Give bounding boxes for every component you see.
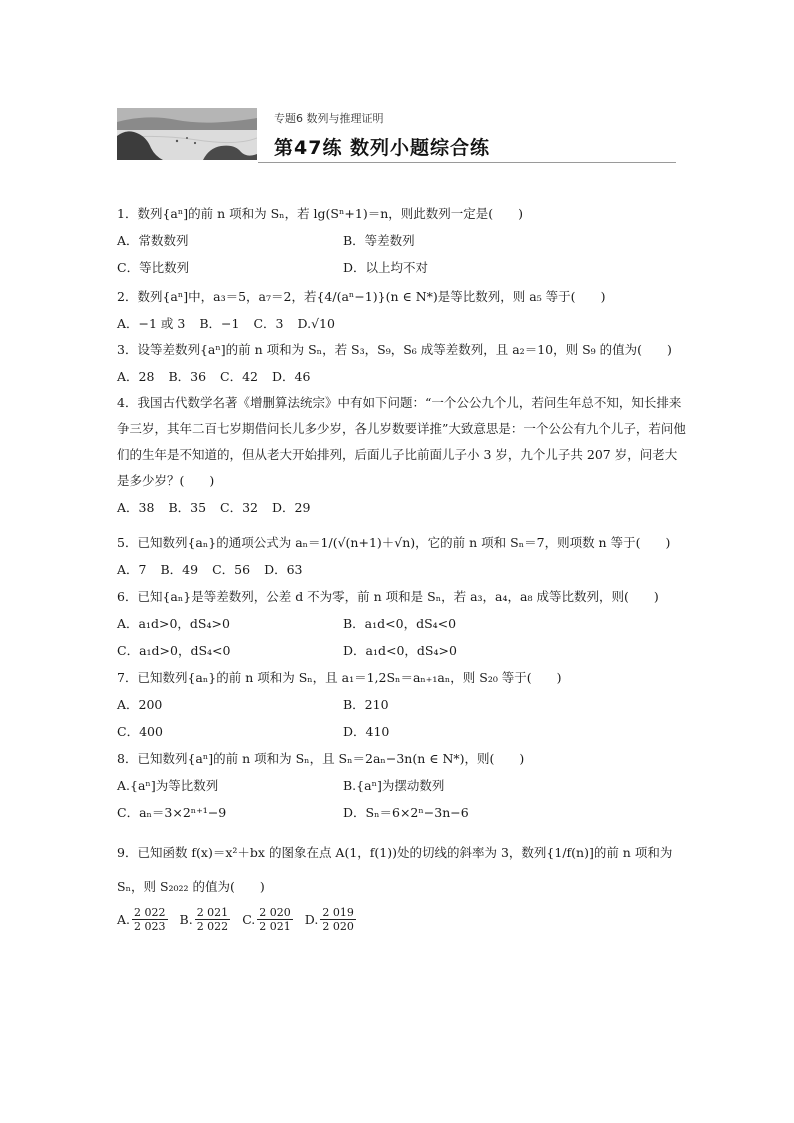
option-9b-fraction — [195, 906, 231, 933]
option-2c: C．3 — [253, 316, 284, 331]
option-8a: A.{aⁿ]为等比数列 — [117, 778, 219, 793]
options-5 — [117, 556, 687, 583]
options-2 — [117, 310, 687, 337]
option-5d: D．63 — [264, 562, 303, 577]
option-3b: B．36 — [168, 369, 207, 384]
question-3: 3．设等差数列{aⁿ]的前 n 项和为 Sₙ，若 S₃，S₉，S₆ 成等差数列，且 a₂＝10，则 S₉ 的值为( ) — [117, 342, 672, 357]
option-3c: C．42 — [220, 369, 259, 384]
option-7b: B．210 — [343, 697, 389, 712]
option-9b-letter: B. — [179, 912, 193, 927]
options-8 — [117, 772, 687, 826]
option-9a-letter: A. — [117, 912, 131, 927]
option-9d-fraction — [320, 906, 356, 933]
option-9b-denominator: 2 022 — [196, 920, 229, 933]
option-9c-letter: C. — [242, 912, 256, 927]
option-9c-fraction — [257, 906, 293, 933]
option-6c: C．a₁d>0，dS₄<0 — [117, 643, 231, 658]
question-5: 5．已知数列{aₙ}的通项公式为 aₙ＝1/(√(n+1)＋√n)，它的前 n 项和 Sₙ＝7，则项数 n 等于( ) — [117, 535, 671, 550]
option-9d-letter: D. — [304, 912, 319, 927]
option-3d: D．46 — [272, 369, 311, 384]
option-7a: A．200 — [117, 697, 163, 712]
question-1: 1．数列{aⁿ]的前 n 项和为 Sₙ，若 lg(Sⁿ+1)＝n，则此数列一定是( ) — [117, 206, 524, 221]
option-9a — [117, 906, 170, 933]
page-title: 第47练 数列小题综合练 — [274, 137, 491, 159]
option-2d: D.√10 — [297, 316, 335, 331]
header-landscape-image — [117, 108, 257, 160]
options-6 — [117, 610, 687, 664]
option-2b: B．−1 — [199, 316, 240, 331]
option-9c-denominator: 2 021 — [259, 920, 291, 933]
option-9d-numerator: 2 019 — [322, 906, 354, 919]
option-3a: A．28 — [117, 369, 155, 384]
question-6: 6．已知{aₙ}是等差数列，公差 d 不为零，前 n 项和是 Sₙ，若 a₃，a₄，a₈ 成等比数列，则( ) — [117, 589, 659, 604]
option-7d: D．410 — [343, 724, 390, 739]
question-list — [117, 200, 687, 933]
option-5a: A．7 — [117, 562, 147, 577]
options-9 — [117, 906, 687, 933]
option-9a-denominator: 2 023 — [134, 920, 166, 933]
options-3 — [117, 363, 687, 390]
option-7c: C．400 — [117, 724, 163, 739]
option-4a: A．38 — [117, 500, 155, 515]
question-7: 7．已知数列{aₙ}的前 n 项和为 Sₙ，且 a₁＝1,2Sₙ＝aₙ₊₁aₙ，则 S₂₀ 等于( ) — [117, 670, 562, 685]
option-4c: C．32 — [220, 500, 259, 515]
options-1 — [117, 227, 687, 281]
option-5c: C．56 — [212, 562, 251, 577]
option-6d: D．a₁d<0，dS₄>0 — [343, 643, 457, 658]
option-9c-numerator: 2 020 — [259, 906, 291, 919]
option-9b — [180, 906, 233, 933]
question-8: 8．已知数列{aⁿ]的前 n 项和为 Sₙ，且 Sₙ＝2aₙ−3n(n ∈ N*)，则( ) — [117, 751, 525, 766]
option-1a: A．常数数列 — [117, 233, 189, 248]
option-1d: D．以上均不对 — [343, 260, 429, 275]
option-9a-numerator: 2 022 — [134, 906, 166, 919]
option-1b: B．等差数列 — [343, 233, 415, 248]
option-6b: B．a₁d<0，dS₄<0 — [343, 616, 457, 631]
option-8b: B.{aⁿ]为摆动数列 — [343, 778, 445, 793]
option-9c — [242, 906, 295, 933]
option-8c: C．aₙ＝3×2ⁿ⁺¹−9 — [117, 805, 227, 820]
option-9d-denominator: 2 020 — [322, 920, 354, 933]
question-2: 2．数列{aⁿ]中，a₃＝5，a₇＝2，若{4/(aⁿ−1)}(n ∈ N*)是等比数列，则 a₅ 等于( ) — [117, 289, 606, 304]
options-7 — [117, 691, 687, 745]
option-4b: B．35 — [168, 500, 207, 515]
option-9a-fraction — [132, 906, 168, 933]
header-text-block — [274, 112, 490, 160]
question-9: 9．已知函数 f(x)＝x²＋bx 的图象在点 A(1，f(1))处的切线的斜率为 3，数列{1/f(n)]的前 n 项和为 Sₙ，则 S₂₀₂₂ 的值为( ) — [117, 845, 673, 894]
option-8d: D．Sₙ＝6×2ⁿ−3n−6 — [343, 805, 469, 820]
option-9d — [305, 906, 358, 933]
question-4: 4．我国古代数学名著《增删算法统宗》中有如下问题：“一个公公九个儿，若问生年总不知，知长排来争三岁，其年二百七岁期借问长儿多少岁，各儿岁数要详推”大致意思是：一个公公有九个儿子，若问他们的生年是不知道的，但从老大开始排列，后面儿子比前面儿子小 3 岁，九个儿子共 207 岁，问老大是多少岁？( ) — [117, 395, 686, 488]
header-divider — [258, 162, 676, 163]
option-9b-numerator: 2 021 — [196, 906, 229, 919]
option-5b: B．49 — [160, 562, 199, 577]
options-4 — [117, 494, 687, 521]
option-4d: D．29 — [272, 500, 311, 515]
option-2a: A．−1 或 3 — [117, 316, 186, 331]
option-1c: C．等比数列 — [117, 260, 190, 275]
series-label: 专题6 数列与推理证明 — [274, 112, 384, 125]
option-6a: A．a₁d>0，dS₄>0 — [117, 616, 230, 631]
